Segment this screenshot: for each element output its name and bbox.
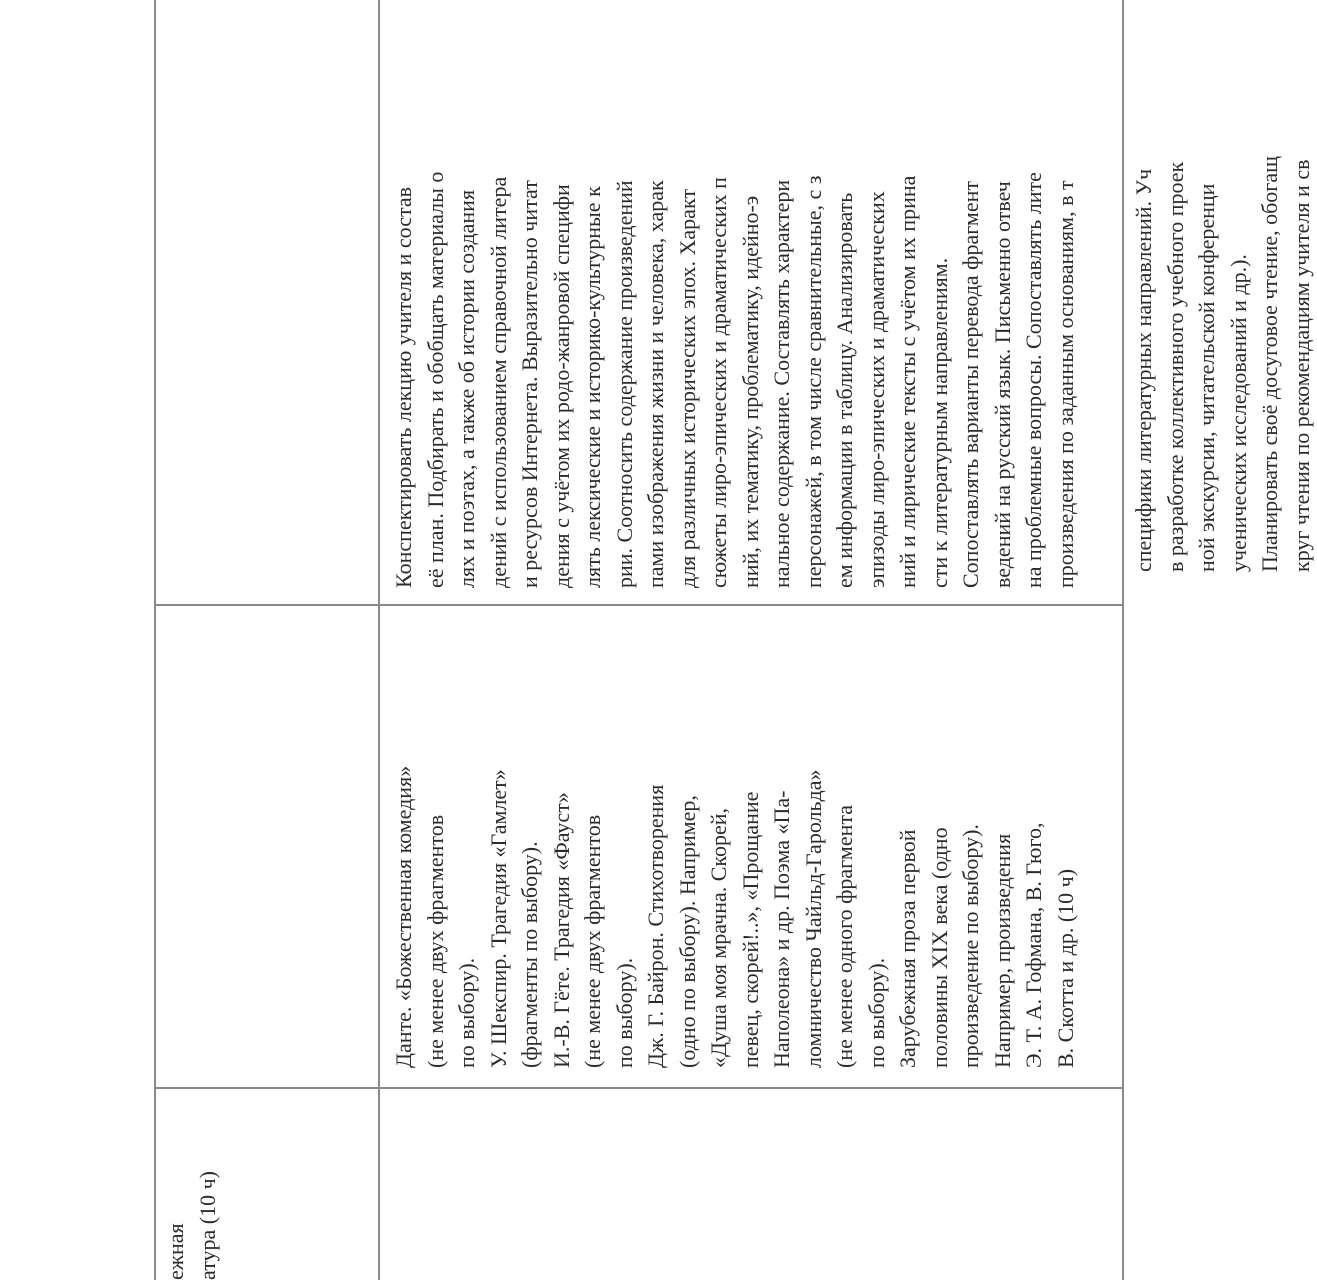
text-line: ний, их тематику, проблематику, идейно-э [737,195,763,588]
text-line: эпизоды лиро-эпических и драматических [863,191,889,588]
text-line: ведений на русский язык. Письменно отвеч [989,181,1015,588]
text-line: по выбору). [454,957,479,1068]
text-line: по выбору). [611,957,637,1068]
text-line: по выбору). [863,957,889,1068]
text-line: рии. Соотносить содержание произведений [611,180,637,588]
text-line: персонажей, в том числе сравнительные, с з [800,175,826,588]
text-line: и ресурсов Интернета. Выразительно читат [517,180,542,588]
text-line: сюжеты лиро-эпических и драматических п [706,177,731,588]
text-line: ученических исследований и др.). [1225,254,1251,572]
text-line: (фрагменты по выбору). [517,841,542,1068]
text-line: певец, скорей!..», «Прощание [737,791,763,1068]
text-line: лять лексические и историко-культурные к [580,186,605,588]
text-line: пами изображения жизни и человека, харак [643,180,668,588]
text-line: В. Скотта и др. (10 ч) [1052,868,1078,1068]
text-line: в разработке коллективного учебного проек [1162,161,1188,572]
text-line: У. Шекспир. Трагедия «Гамлет» [485,769,511,1068]
text-line: половины XIX века (одно [926,827,952,1068]
row2-works-cell [388,608,1122,1068]
table-column-divider-2 [1122,0,1124,1280]
text-line: (не менее двух фрагментов [422,814,448,1068]
table-row-divider-2 [154,604,1122,606]
text-line: её план. Подбирать и обобщать материалы о [422,171,448,588]
text-line: на проблемные вопросы. Сопоставлять лите [1021,172,1046,588]
text-line: Например, произведения [989,833,1015,1068]
text-line: Зарубежная проза первой [895,829,920,1068]
text-line: дений с использованием справочной литера [485,176,511,588]
text-line: произведение по выбору). [958,824,983,1068]
text-line: (одно по выбору). Например, [674,795,700,1068]
text-line: Данте. «Божественная комедия» [391,765,416,1068]
text-line: Э. Т. А. Гофмана, В. Гюго, [1021,822,1046,1068]
text-line: «Душа моя мрачна. Скорей, [706,807,731,1068]
row2-section-cell [160,1090,380,1280]
text-line: произведения по заданным основаниям, в т [1052,180,1078,588]
text-line: Планировать своё досуговое чтение, обогащ [1257,155,1282,572]
text-line: И.-В. Гёте. Трагедия «Фауст» [548,792,574,1068]
text-line: Дж. Г. Байрон. Стихотворения [643,784,668,1068]
text-line: Сопоставлять варианты перевода фрагмент [958,180,983,588]
text-line: круг чтения по рекомендациям учителя и св [1288,159,1314,572]
row1-activities-cell [1128,0,1314,572]
text-line: ломничество Чайльд-Гарольда» [800,769,826,1068]
text-line: для различных исторических эпох. Характ [674,189,700,588]
section-title-line: атура (10 ч) [194,1170,220,1280]
text-line: Конспектировать лекцию учителя и состав [391,187,416,588]
text-line: сти к литературным направлениям. [926,257,952,588]
text-line: нальное содержание. Составлять характери [769,179,794,588]
text-line: ем информации в таблицу. Анализировать [832,192,857,588]
table-row-1 [0,0,154,580]
text-line: специфики литературных направлений. Уч [1131,168,1156,572]
section-title-line: ежная [163,1223,188,1280]
text-line: Наполеона» и др. Поэма «Па- [769,790,794,1068]
table-row-divider-1 [154,1087,1122,1089]
text-line: (не менее одного фрагмента [832,804,857,1068]
text-line: ний и лирические тексты с учётом их прина [895,175,920,588]
row2-activities-cell [388,0,1122,588]
text-line: лях и поэтах, а также об истории создания [454,189,479,588]
text-line: ной экскурсии, читательской конференци [1194,183,1219,572]
text-line: (не менее двух фрагментов [580,814,605,1068]
text-line: дения с учётом их родо-жанровой специфи [548,184,574,588]
